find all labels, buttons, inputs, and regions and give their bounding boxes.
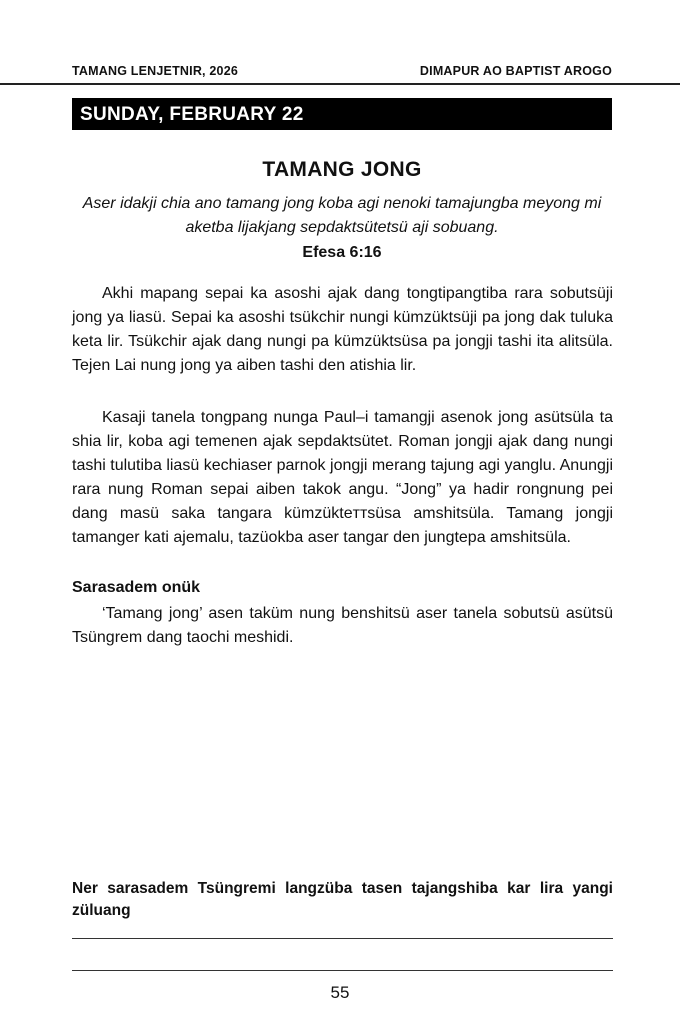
header-publisher: DIMAPUR AO BAPTIST AROGO xyxy=(419,64,612,78)
reflection-question: Ner sarasadem Tsüngremi langzüba tasen tajangshiba kar lira yangi züluang xyxy=(72,880,613,919)
scripture-reference: Efesa 6:16 xyxy=(302,244,382,261)
reflection-paragraph: ‘Tamang jong’ asen taküm nung benshitsü aser tanela sobutsü asütsü Tsüngrem dang taochi meshidi. xyxy=(72,605,613,646)
date-banner xyxy=(72,98,612,130)
page-number: 55 xyxy=(330,983,350,1002)
header-publication-title: TAMANG LENJETNIR, 2026 xyxy=(72,64,239,78)
scripture-verse: Aser idakji chia ano tamang jong koba agi nenoki tamajungba meyong mi aketba lijakjang sepdaktsütetsü aji sobuang. xyxy=(82,195,602,236)
date-label: SUNDAY, FEBRUARY 22 xyxy=(80,104,304,125)
page-title: TAMANG JONG xyxy=(262,158,422,181)
header-divider xyxy=(0,83,680,85)
body-paragraph-2: Kasaji tanela tongpang nunga Paul–i tamangji asenok jong asütsüla ta shia lir, koba agi temenen ajak sepdaktsütet. Roman jongji ajak dang nungi tashi tulutiba liasü kechiaser parnok jongji merang tajung agi yanglu. Anungji rara nung Roman sepai aiben takok angu. “Jong” ya hadir rongnung pei dang masü saka tangara kümzükteттsüsa amshitsüla. Tamang jongji tamanger kati ajemalu, tazüokba aser tangar den jungtepa amshitsüla. xyxy=(72,409,613,546)
reflection-heading: Sarasadem onük xyxy=(72,579,201,596)
body-paragraph-1: Akhi mapang sepai ka asoshi ajak dang tongtipangtiba rara sobutsüji jong ya liasü. Sepai ka asoshi tsükchir nungi kümzüktsüji pa jong dak tuluka keta lir. Tsükchir ajak dang nungi pa kümzüktsüsa pa jongji tashi ita alitsüla. Tejen Lai nung jong ya aiben tashi den atishia lir. xyxy=(72,285,613,374)
answer-line-2[interactable] xyxy=(72,970,613,971)
answer-line-1[interactable] xyxy=(72,938,613,939)
